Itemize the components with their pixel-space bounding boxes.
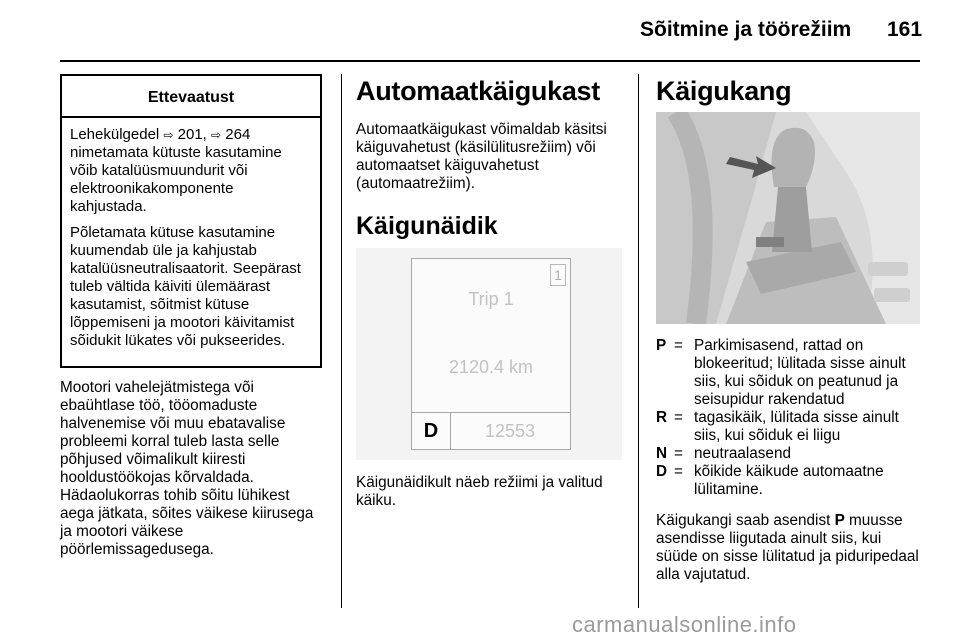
- column-divider-1: [341, 74, 342, 608]
- definition-row: [656, 409, 920, 445]
- odometer-value: 12553: [484, 421, 536, 441]
- gear-position-definitions: [656, 337, 920, 499]
- page-header-title: Sõitmine ja töörežiim: [640, 18, 852, 41]
- trip-label: Trip 1: [468, 289, 514, 309]
- note-bold-p: P: [834, 512, 845, 529]
- gear-position-indicator: D: [412, 413, 451, 449]
- section-heading-automatic-transmission: Automaatkäigukast: [356, 76, 600, 106]
- page-ref-2: 264: [225, 126, 251, 143]
- note-prefix: Käigukangi saab asendist: [656, 512, 831, 529]
- gear-lever-note: [656, 512, 922, 584]
- warning-paragraph-1: [70, 126, 312, 216]
- definition-separator: =: [674, 409, 683, 426]
- warning-p1-prefix: Lehekülgedel: [70, 126, 160, 143]
- definition-separator: =: [674, 445, 683, 462]
- definition-separator: =: [674, 337, 683, 354]
- header-rule: [60, 60, 920, 62]
- instrument-display: [411, 258, 571, 450]
- display-number-badge: 1: [550, 264, 566, 286]
- definition-key: R: [656, 409, 668, 426]
- page-ref-1: 201,: [177, 126, 207, 143]
- gear-lever-photo: [656, 112, 920, 324]
- column-divider-2: [638, 74, 639, 608]
- definition-text: Parkimisasend, rattad on blokeeritud; lülitada sisse ainult siis, kui sõiduk on peatunud ja seisupidur rakendatud: [694, 337, 906, 408]
- automatic-transmission-intro: Automaatkäigukast võimaldab käsitsi käiguvahetust (käsilülitusrežiim) või automaatset käiguvahetust (automaatrežiim).: [356, 121, 607, 192]
- warning-box: [60, 74, 322, 368]
- gear-indicator-figure: [356, 248, 622, 460]
- definition-text: kõikide käikude automaatne lülitamine.: [694, 463, 884, 498]
- definition-key: D: [656, 463, 668, 480]
- page-ref-arrow-icon: ⇨: [163, 128, 174, 142]
- warning-p1-rest: nimetamata kütuste kasutamine võib katalüüsmuundurit või elektroonikakomponente kahjustada.: [70, 144, 282, 215]
- page-number: 161: [887, 18, 923, 41]
- warning-body: [62, 118, 320, 350]
- definition-row: [656, 463, 920, 499]
- definition-row: [656, 337, 920, 409]
- definition-text: neutraalasend: [694, 445, 791, 462]
- section-heading-gear-lever: Käigukang: [656, 76, 792, 106]
- definition-separator: =: [674, 463, 683, 480]
- warning-paragraph-2: Põletamata kütuse kasutamine kuumendab üle ja kahjustab katalüüsneutralisaatorit. Seepärast tuleb vältida käiviti ülemäärast kasutamist, sõitmist kütuse lõppemiseni ja mootori käivitamist sõidukit lükates või pukseerides.: [70, 224, 301, 349]
- section-heading-gear-indicator: Käigunäidik: [356, 212, 498, 240]
- note-rest: muusse asendisse liigutada ainult siis, kui süüde on sisse lülitatud ja piduripedaal alla vajutatud.: [656, 512, 919, 583]
- trip-distance: 2120.4 km: [448, 357, 534, 377]
- display-lower-bar: [412, 412, 570, 449]
- definition-row: [656, 445, 920, 463]
- warning-title: Ettevaatust: [62, 76, 320, 118]
- watermark: carmanualsonline.info: [572, 612, 797, 637]
- definition-key: P: [656, 337, 667, 354]
- column1-paragraph: Mootori vahelejätmistega või ebaühtlase töö, tööomaduste halvenemise või muu ebatavalise probleemi korral tuleb lasta selle põhjused võimalikult kiiresti hooldustöökojas kõrvaldada. Hädaolukorras tohib sõitu lühikest aega jätkata, sõites väikese kiirusega ja mootori väikese pöörlemissagedusega.: [60, 379, 314, 558]
- page-ref-arrow-icon: ⇨: [211, 128, 222, 142]
- definition-text: tagasikäik, lülitada sisse ainult siis, kui sõiduk ei liigu: [694, 409, 899, 444]
- definition-key: N: [656, 445, 668, 462]
- gear-indicator-caption: Käigunäidikult näeb režiimi ja valitud käiku.: [356, 474, 603, 509]
